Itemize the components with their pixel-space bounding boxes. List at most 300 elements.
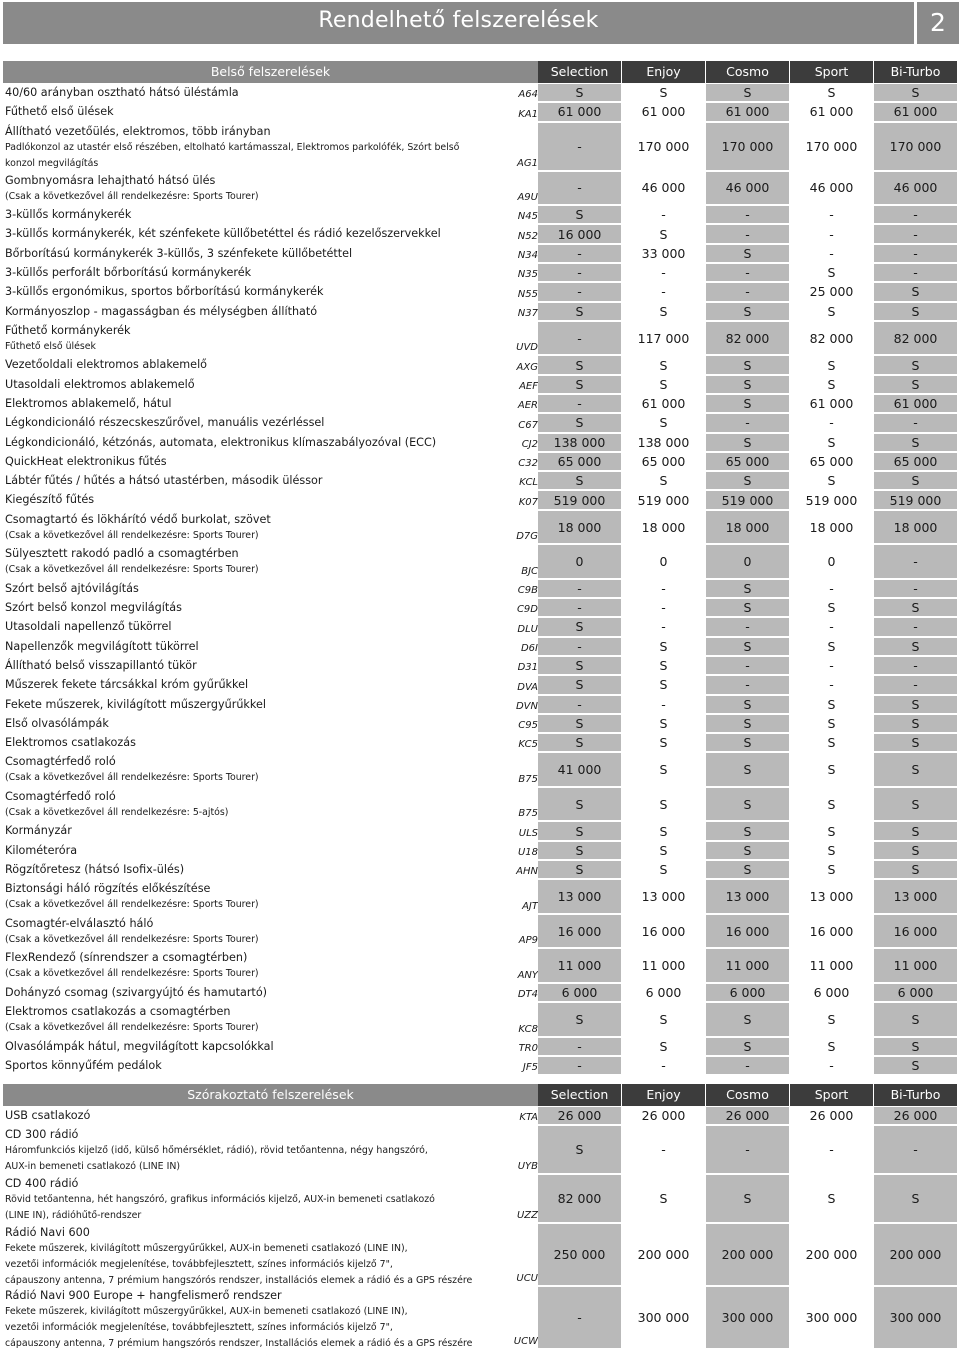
price-cell-sport: S [790, 753, 873, 786]
price-cell-selection: 65 000 [538, 453, 621, 470]
page-title: Rendelhető felszerelések [318, 8, 599, 33]
feature-label [5, 1287, 510, 1351]
feature-note: cápauszony antenna, 7 prémium hangszórós rendszer, installációs elemek a rádió és a GPS részére [5, 1275, 473, 1287]
feature-note: Fűthető első ülések [5, 340, 96, 352]
feature-note: (Csak a következővel áll rendelkezésre: Sports Tourer) [5, 899, 259, 911]
price-cell-sport: S [790, 356, 873, 373]
feature-label [5, 696, 510, 713]
price-cell-enjoy: S [622, 472, 705, 489]
table-row [3, 733, 960, 752]
feature-name: Vezetőoldali elektromos ablakemelő [5, 358, 208, 372]
column-header-selection: Selection [538, 61, 621, 83]
price-cell-sport: S [790, 1175, 873, 1222]
feature-name: QuickHeat elektronikus fűtés [5, 454, 167, 468]
feature-name: Olvasólámpák hátul, megvilágított kapcsolókkal [5, 1039, 274, 1053]
feature-name: Fűthető első ülések [5, 105, 114, 119]
price-cell-cosmo: - [706, 414, 789, 431]
price-cell-bi-turbo: - [874, 676, 957, 693]
price-cell-enjoy: S [622, 356, 705, 373]
price-cell-bi-turbo: 11 000 [874, 949, 957, 982]
price-cell-bi-turbo: S [874, 822, 957, 839]
price-cell-enjoy: S [622, 842, 705, 859]
price-cell-cosmo: 26 000 [706, 1107, 789, 1124]
price-cell-sport: S [790, 1038, 873, 1055]
option-code: C9D [516, 604, 538, 616]
feature-name: Bőrborítású kormánykerék 3-küllős, 3 szénfekete küllőbetéttel [5, 246, 353, 260]
table-row [3, 948, 960, 983]
price-cell-cosmo: S [706, 1038, 789, 1055]
price-cell-bi-turbo: S [874, 1175, 957, 1222]
price-cell-selection: S [538, 734, 621, 751]
option-code: TR0 [518, 1042, 538, 1054]
feature-name: Gombnyomásra lehajtható hátsó ülés [5, 173, 216, 187]
feature-name: Rögzítőretesz (hátsó Isofix-ülés) [5, 863, 185, 877]
price-cell-selection: 16 000 [538, 915, 621, 948]
price-cell-selection: 18 000 [538, 511, 621, 544]
option-code: A9U [517, 192, 538, 204]
feature-name: Kilométeróra [5, 843, 78, 857]
table-row [3, 171, 960, 206]
price-cell-bi-turbo: S [874, 734, 957, 751]
feature-name: Kormányoszlop - magasságban és mélységben állítható [5, 304, 318, 318]
price-cell-bi-turbo: S [874, 303, 957, 320]
price-cell-selection: - [538, 245, 621, 262]
price-cell-selection: - [538, 1038, 621, 1055]
table-row [3, 321, 960, 356]
table-row [3, 1125, 960, 1174]
table-row [3, 205, 960, 224]
price-cell-enjoy: 138 000 [622, 434, 705, 451]
feature-name: Elektromos csatlakozás a csomagtérben [5, 1005, 231, 1019]
option-code: ANY [517, 969, 538, 981]
option-code: UZZ [516, 1210, 538, 1222]
feature-name: Csomagtérfedő roló [5, 755, 116, 769]
table-row [3, 282, 960, 301]
feature-label [5, 1003, 510, 1036]
price-cell-cosmo: - [706, 1126, 789, 1173]
option-code: AEF [519, 380, 538, 392]
feature-label [5, 1126, 510, 1175]
price-cell-bi-turbo: 18 000 [874, 511, 957, 544]
price-cell-sport: S [790, 1003, 873, 1036]
feature-name: Csomagtérfedő roló [5, 789, 116, 803]
feature-label [5, 1224, 510, 1289]
section-table [3, 1084, 960, 1349]
feature-label [5, 861, 510, 878]
price-cell-enjoy: 33 000 [622, 245, 705, 262]
table-row [3, 752, 960, 787]
option-code: UVD [516, 342, 538, 354]
price-cell-selection: - [538, 322, 621, 355]
feature-name: Fekete műszerek, kivilágított műszergyűrűkkel [5, 697, 266, 711]
price-cell-bi-turbo: S [874, 599, 957, 616]
price-cell-sport: 0 [790, 545, 873, 578]
feature-label [5, 395, 510, 412]
option-code: DLU [517, 623, 538, 635]
table-row [3, 375, 960, 394]
option-code: B75 [518, 808, 538, 820]
price-cell-sport: S [790, 822, 873, 839]
table-row [3, 102, 960, 121]
price-cell-bi-turbo: - [874, 580, 957, 597]
table-row [3, 1002, 960, 1037]
table-header [3, 61, 960, 83]
price-cell-enjoy: 0 [622, 545, 705, 578]
price-cell-bi-turbo: 6 000 [874, 984, 957, 1001]
price-cell-enjoy: S [622, 1038, 705, 1055]
option-code: UCU [516, 1273, 538, 1285]
price-cell-cosmo: S [706, 715, 789, 732]
price-cell-sport: 13 000 [790, 880, 873, 913]
price-cell-enjoy: - [622, 696, 705, 713]
price-cell-enjoy: S [622, 638, 705, 655]
price-cell-bi-turbo: S [874, 283, 957, 300]
price-cell-cosmo: - [706, 206, 789, 223]
feature-name: Sülyesztett rakodó padló a csomagtérben [5, 547, 239, 561]
table-row [3, 714, 960, 733]
feature-name: 3-küllős kormánykerék [5, 208, 132, 222]
price-cell-sport: S [790, 788, 873, 821]
feature-name: USB csatlakozó [5, 1109, 91, 1122]
price-cell-cosmo: S [706, 753, 789, 786]
price-cell-sport: S [790, 84, 873, 101]
price-cell-cosmo: 46 000 [706, 172, 789, 205]
option-code: N37 [517, 307, 538, 319]
price-cell-cosmo: - [706, 1057, 789, 1074]
section-title: Belső felszerelések [3, 61, 538, 83]
feature-note: vezetői információk megjelenítése, továbbfejlesztett, színes információs kijelző 7", [5, 1322, 393, 1334]
price-cell-enjoy: S [622, 715, 705, 732]
price-cell-selection: 138 000 [538, 434, 621, 451]
price-cell-cosmo: 82 000 [706, 322, 789, 355]
price-cell-enjoy: S [622, 734, 705, 751]
feature-label [5, 206, 510, 223]
price-cell-cosmo: - [706, 283, 789, 300]
feature-label [5, 303, 510, 320]
feature-label [5, 1038, 510, 1055]
price-cell-sport: 25 000 [790, 283, 873, 300]
price-cell-cosmo: S [706, 842, 789, 859]
price-cell-enjoy: S [622, 676, 705, 693]
option-code: N45 [517, 211, 538, 223]
price-cell-bi-turbo: - [874, 414, 957, 431]
price-cell-enjoy: S [622, 861, 705, 878]
feature-label [5, 734, 510, 751]
feature-name: 40/60 arányban osztható hátsó üléstámla [5, 86, 239, 99]
price-cell-enjoy: S [622, 225, 705, 242]
column-header-selection: Selection [538, 1084, 621, 1106]
price-cell-bi-turbo: - [874, 225, 957, 242]
price-cell-selection: 13 000 [538, 880, 621, 913]
price-cell-selection: - [538, 638, 621, 655]
price-cell-selection: S [538, 356, 621, 373]
price-cell-bi-turbo: S [874, 753, 957, 786]
price-cell-bi-turbo: 16 000 [874, 915, 957, 948]
price-cell-bi-turbo: 200 000 [874, 1224, 957, 1285]
feature-name: Sportos könnyűfém pedálok [5, 1058, 162, 1072]
feature-name: Rádió Navi 600 [5, 1226, 90, 1240]
feature-note: Háromfunkciós kijelző (idő, külső hőmérséklet, rádió), rövid tetőantenna, négy hangszóró, [5, 1145, 428, 1157]
price-cell-sport: 16 000 [790, 915, 873, 948]
feature-label [5, 599, 510, 616]
price-cell-bi-turbo: - [874, 1126, 957, 1173]
price-cell-enjoy: S [622, 657, 705, 674]
price-cell-enjoy: S [622, 822, 705, 839]
price-cell-selection: 61 000 [538, 103, 621, 120]
feature-name: Légkondicionáló, kétzónás, automata, elektronikus klímaszabályozóval (ECC) [5, 435, 437, 449]
price-cell-bi-turbo: 300 000 [874, 1287, 957, 1348]
page-header [3, 2, 914, 44]
feature-name: 3-küllős kormánykerék, két szénfekete küllőbetéttel és rádió kezelőszervekkel [5, 227, 441, 241]
option-code: D6I [520, 642, 538, 654]
price-cell-enjoy: - [622, 618, 705, 635]
table-row [3, 1056, 960, 1075]
price-cell-sport: 18 000 [790, 511, 873, 544]
feature-label [5, 1107, 510, 1124]
price-cell-cosmo: S [706, 395, 789, 412]
table-row [3, 471, 960, 490]
feature-name: Dohányzó csomag (szivargyújtó és hamutartó) [5, 985, 268, 999]
option-code: D31 [517, 662, 538, 674]
price-cell-sport: S [790, 376, 873, 393]
price-cell-enjoy: 117 000 [622, 322, 705, 355]
price-cell-enjoy: S [622, 84, 705, 101]
table-row [3, 860, 960, 879]
price-cell-enjoy: S [622, 753, 705, 786]
price-cell-enjoy: - [622, 580, 705, 597]
column-header-cosmo: Cosmo [706, 61, 789, 83]
price-cell-cosmo: 170 000 [706, 123, 789, 170]
price-cell-cosmo: S [706, 84, 789, 101]
price-cell-selection: 11 000 [538, 949, 621, 982]
feature-note: (Csak a következővel áll rendelkezésre: Sports Tourer) [5, 1022, 259, 1034]
feature-label [5, 84, 510, 101]
price-cell-selection: S [538, 206, 621, 223]
price-cell-cosmo: S [706, 788, 789, 821]
feature-note: cápauszony antenna, 7 prémium hangszórós rendszer, Installációs elemek a rádió és a GPS részére [5, 1338, 473, 1350]
price-cell-bi-turbo: 519 000 [874, 491, 957, 508]
feature-label [5, 545, 510, 578]
table-header [3, 1084, 960, 1106]
price-cell-selection: 519 000 [538, 491, 621, 508]
feature-label [5, 949, 510, 982]
price-cell-cosmo: S [706, 356, 789, 373]
option-code: AJT [522, 900, 538, 912]
price-cell-sport: - [790, 676, 873, 693]
option-code: N35 [517, 269, 538, 281]
price-cell-bi-turbo: S [874, 842, 957, 859]
price-cell-bi-turbo: S [874, 788, 957, 821]
price-cell-selection: - [538, 123, 621, 170]
price-cell-bi-turbo: S [874, 1038, 957, 1055]
price-cell-bi-turbo: S [874, 356, 957, 373]
feature-label [5, 753, 510, 786]
price-cell-sport: 61 000 [790, 395, 873, 412]
price-cell-cosmo: 61 000 [706, 103, 789, 120]
feature-label [5, 984, 510, 1001]
price-cell-selection: S [538, 414, 621, 431]
table-row [3, 579, 960, 598]
price-cell-selection: - [538, 1287, 621, 1348]
price-cell-cosmo: S [706, 376, 789, 393]
feature-name: FlexRendező (sínrendszer a csomagtérben) [5, 951, 248, 965]
price-cell-bi-turbo: S [874, 84, 957, 101]
price-cell-enjoy: - [622, 1057, 705, 1074]
price-cell-bi-turbo: S [874, 1057, 957, 1074]
feature-note: (Csak a következővel áll rendelkezésre: Sports Tourer) [5, 968, 259, 980]
table-row [3, 263, 960, 282]
table-row [3, 656, 960, 675]
price-cell-sport: - [790, 1057, 873, 1074]
feature-name: Szórt belső konzol megvilágítás [5, 601, 182, 615]
price-cell-sport: S [790, 472, 873, 489]
feature-label [5, 657, 510, 674]
price-cell-selection: 82 000 [538, 1175, 621, 1222]
price-cell-bi-turbo: 26 000 [874, 1107, 957, 1124]
table-row [3, 394, 960, 413]
option-code: DVN [515, 700, 538, 712]
feature-name: Napellenzők megvilágított tükörrel [5, 639, 199, 653]
option-code: KA1 [518, 108, 538, 120]
price-cell-enjoy: 65 000 [622, 453, 705, 470]
price-cell-selection: S [538, 84, 621, 101]
feature-name: Elektromos ablakemelő, hátul [5, 396, 172, 410]
table-row [3, 617, 960, 636]
feature-label [5, 880, 510, 913]
option-code: DT4 [517, 989, 538, 1001]
table-row [3, 433, 960, 452]
price-cell-enjoy: 300 000 [622, 1287, 705, 1348]
price-cell-bi-turbo: S [874, 861, 957, 878]
price-cell-bi-turbo: S [874, 1003, 957, 1036]
price-cell-cosmo: 13 000 [706, 880, 789, 913]
column-header-enjoy: Enjoy [622, 1084, 705, 1106]
option-code: C32 [518, 458, 538, 470]
price-cell-enjoy: - [622, 264, 705, 281]
feature-label [5, 511, 510, 544]
feature-label [5, 453, 510, 470]
option-code: KC8 [518, 1023, 538, 1035]
price-cell-bi-turbo: - [874, 206, 957, 223]
option-code: KC5 [518, 739, 538, 751]
feature-label [5, 618, 510, 635]
price-cell-selection: S [538, 842, 621, 859]
table-row [3, 83, 960, 102]
option-code: N34 [517, 249, 538, 261]
price-cell-sport: S [790, 861, 873, 878]
option-code: KTA [519, 1112, 538, 1124]
price-cell-cosmo: - [706, 618, 789, 635]
price-cell-cosmo: 11 000 [706, 949, 789, 982]
price-cell-enjoy: S [622, 414, 705, 431]
price-cell-sport: 300 000 [790, 1287, 873, 1348]
price-cell-selection: S [538, 1126, 621, 1173]
price-cell-cosmo: S [706, 580, 789, 597]
feature-label [5, 1057, 510, 1074]
price-cell-bi-turbo: S [874, 472, 957, 489]
feature-name: Állítható belső visszapillantó tükör [5, 658, 197, 672]
feature-label [5, 245, 510, 262]
feature-name: Szórt belső ajtóvilágítás [5, 581, 139, 595]
feature-name: Utasoldali napellenző tükörrel [5, 620, 172, 634]
price-cell-cosmo: 200 000 [706, 1224, 789, 1285]
price-cell-bi-turbo: - [874, 545, 957, 578]
table-row [3, 1286, 960, 1349]
table-row [3, 122, 960, 171]
feature-name: Első olvasólámpák [5, 716, 109, 730]
feature-note: Fekete műszerek, kivilágított műszergyűrűkkel, AUX-in bemeneti csatlakozó (LINE IN), [5, 1306, 408, 1318]
option-code: B75 [518, 773, 538, 785]
price-cell-bi-turbo: S [874, 434, 957, 451]
price-cell-sport: S [790, 715, 873, 732]
feature-label [5, 414, 510, 431]
price-cell-enjoy: 170 000 [622, 123, 705, 170]
price-cell-sport: S [790, 696, 873, 713]
table-row [3, 224, 960, 243]
feature-name: Csomagtartó és lökhárító védő burkolat, szövet [5, 512, 271, 526]
price-cell-sport: S [790, 434, 873, 451]
table-row [3, 1106, 960, 1125]
price-cell-bi-turbo: - [874, 618, 957, 635]
price-cell-bi-turbo: S [874, 638, 957, 655]
price-cell-selection: - [538, 172, 621, 205]
feature-name: Elektromos csatlakozás [5, 736, 136, 750]
price-cell-cosmo: 18 000 [706, 511, 789, 544]
price-cell-selection: 16 000 [538, 225, 621, 242]
price-cell-sport: 26 000 [790, 1107, 873, 1124]
price-cell-bi-turbo: 61 000 [874, 395, 957, 412]
feature-note: (Csak a következővel áll rendelkezésre: Sports Tourer) [5, 933, 259, 945]
table-row [3, 695, 960, 714]
price-cell-bi-turbo: - [874, 657, 957, 674]
price-cell-selection: 26 000 [538, 1107, 621, 1124]
option-code: AER [517, 400, 538, 412]
feature-label [5, 472, 510, 489]
table-row [3, 1174, 960, 1223]
table-row [3, 302, 960, 321]
feature-note: vezetői információk megjelenítése, továbbfejlesztett, színes információs kijelző 7", [5, 1259, 393, 1271]
price-cell-selection: S [538, 788, 621, 821]
price-cell-enjoy: 519 000 [622, 491, 705, 508]
section-table [3, 61, 960, 1075]
price-cell-selection: S [538, 1003, 621, 1036]
price-cell-bi-turbo: 61 000 [874, 103, 957, 120]
option-code: N55 [517, 288, 538, 300]
option-code: U18 [517, 847, 538, 859]
price-cell-enjoy: S [622, 1003, 705, 1036]
feature-name: Utasoldali elektromos ablakemelő [5, 377, 195, 391]
feature-label [5, 822, 510, 839]
table-row [3, 675, 960, 694]
price-cell-bi-turbo: S [874, 376, 957, 393]
feature-name: Műszerek fekete tárcsákkal króm gyűrűkkel [5, 678, 249, 692]
feature-label [5, 1175, 510, 1224]
price-cell-sport: - [790, 618, 873, 635]
price-cell-sport: 519 000 [790, 491, 873, 508]
price-cell-enjoy: 26 000 [622, 1107, 705, 1124]
feature-name: 3-küllős ergonómikus, sportos bőrborítású kormánykerék [5, 285, 324, 299]
price-cell-cosmo: S [706, 472, 789, 489]
feature-label [5, 225, 510, 242]
section-title: Szórakoztató felszerelések [3, 1084, 538, 1106]
feature-label [5, 638, 510, 655]
option-code: KCL [519, 477, 538, 489]
price-cell-enjoy: 200 000 [622, 1224, 705, 1285]
feature-label [5, 434, 510, 451]
feature-label [5, 356, 510, 373]
column-header-sport: Sport [790, 1084, 873, 1106]
feature-label [5, 842, 510, 859]
